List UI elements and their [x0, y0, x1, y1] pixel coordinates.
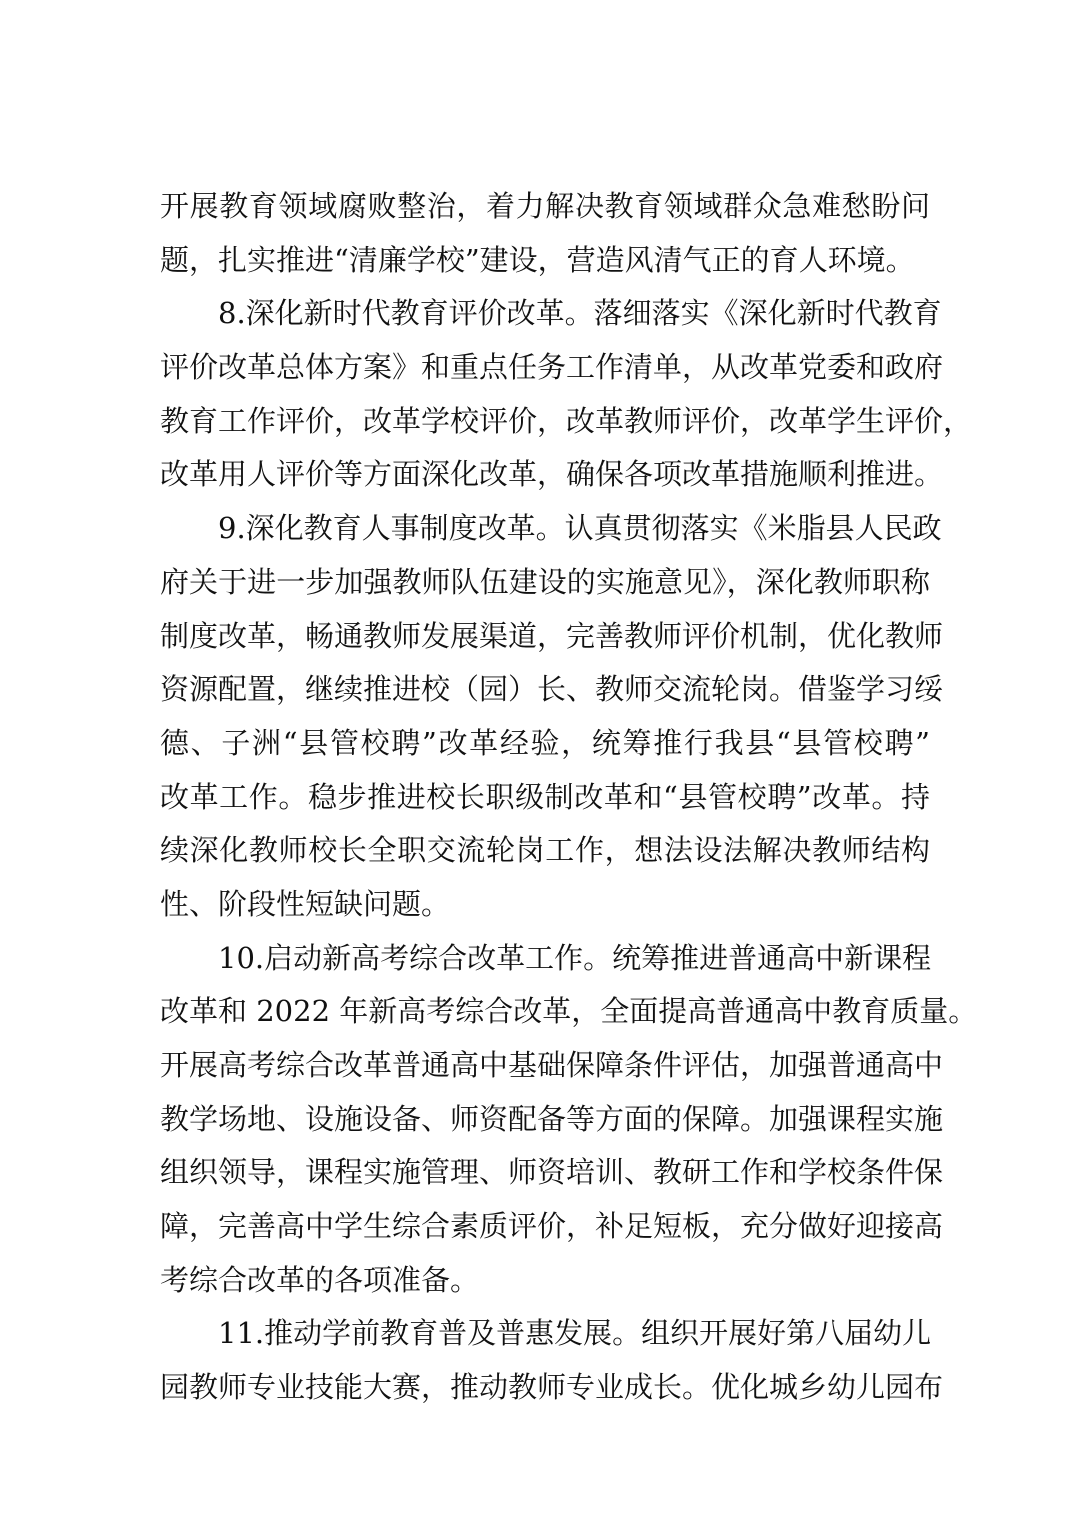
section-heading-line: 9.深化教育人事制度改革。认真贯彻落实《米脂县人民政 — [218, 511, 942, 546]
section-heading-line: 8.深化新时代教育评价改革。落细落实《深化新时代教育 — [218, 296, 942, 331]
text-line: 组织领导，课程实施管理、师资培训、教研工作和学校条件保 — [160, 1155, 944, 1190]
text-line: 题，扎实推进“清廉学校”建设，营造风清气正的育人环境。 — [160, 242, 915, 277]
text-line: 教育工作评价，改革学校评价，改革教师评价，改革学生评价， — [160, 403, 973, 438]
text-line: 性、阶段性短缺问题。 — [160, 886, 451, 921]
text-line: 改革和 2022 年新高考综合改革，全面提高普通高中教育质量。 — [160, 994, 978, 1029]
text-line: 园教师专业技能大赛，推动教师专业成长。优化城乡幼儿园布 — [160, 1370, 944, 1405]
text-line: 资源配置，继续推进校（园）长、教师交流轮岗。借鉴学习绥 — [160, 672, 944, 707]
text-line: 考综合改革的各项准备。 — [160, 1262, 480, 1297]
text-line: 障，完善高中学生综合素质评价，补足短板，充分做好迎接高 — [160, 1209, 944, 1244]
section-heading-line: 10.启动新高考综合改革工作。统筹推进普通高中新课程 — [218, 940, 932, 975]
text-line: 评价改革总体方案》和重点任务工作清单，从改革党委和政府 — [160, 350, 944, 385]
section-heading-line: 11.推动学前教育普及普惠发展。组织开展好第八届幼儿 — [218, 1316, 932, 1351]
text-line: 改革工作。稳步推进校长职级制改革和“县管校聘”改革。持 — [160, 779, 930, 814]
text-line: 教学场地、设施设备、师资配备等方面的保障。加强课程实施 — [160, 1101, 944, 1136]
text-line: 府关于进一步加强教师队伍建设的实施意见》，深化教师职称 — [160, 564, 930, 599]
text-line: 开展高考综合改革普通高中基础保障条件评估，加强普通高中 — [160, 1048, 944, 1082]
text-line: 制度改革，畅通教师发展渠道，完善教师评价机制，优化教师 — [160, 618, 944, 653]
text-line: 开展教育领域腐败整治，着力解决教育领域群众急难愁盼问 — [160, 189, 930, 223]
text-line: 改革用人评价等方面深化改革，确保各项改革措施顺利推进。 — [160, 457, 944, 492]
text-line: 续深化教师校长全职交流轮岗工作，想法设法解决教师结构 — [160, 833, 930, 868]
text-line: 德、子洲“县管校聘”改革经验，统筹推行我县“县管校聘” — [160, 725, 930, 760]
body-text — [160, 180, 978, 1415]
